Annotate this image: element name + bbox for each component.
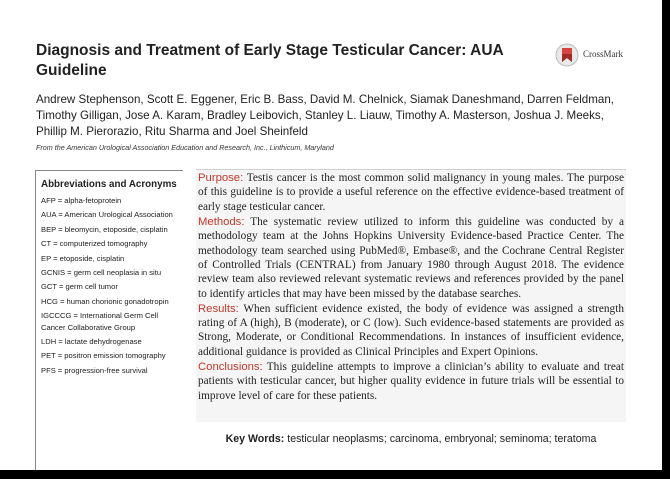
abbreviation-item: HCG = human chorionic gonadotropin bbox=[41, 296, 169, 306]
crossmark-icon bbox=[555, 42, 579, 68]
author-list: Andrew Stephenson, Scott E. Eggener, Eric B. Bass, David M. Chelnick, Siamak Daneshmand, Darren Feldman, Timothy Gilligan, Jose A. Karam, Bradley Leibovich, Stanley L. Liauw, Timothy A. Masterson, Joshua J. Meeks, Phillip M. Pierorazio, Ritu Sharma and Joel Sheinfeld bbox=[36, 93, 615, 138]
abbreviation-item: PET = positron emission tomography bbox=[41, 351, 166, 361]
abbreviations-sidebar bbox=[35, 170, 183, 470]
results-label: Results: bbox=[198, 302, 239, 315]
abbreviation-item: GCNIS = germ cell neoplasia in situ bbox=[41, 268, 162, 278]
purpose-text: Testis cancer is the most common solid malignancy in young males. The purpose of this guideline is to provide a useful reference on the effective evidence-based treatment of early stage testicular cancer. bbox=[198, 172, 624, 213]
abbreviations-heading: Abbreviations and Acronyms bbox=[41, 179, 177, 190]
abbreviation-item: EP = etoposide, cisplatin bbox=[41, 253, 125, 263]
crossmark-label: CrossMark bbox=[583, 49, 623, 59]
abbreviation-item: IGCCCG = International Germ Cell Cancer Collaborative Group bbox=[41, 311, 159, 332]
conclusions-label: Conclusions: bbox=[198, 360, 263, 373]
abbreviation-item: PFS = progression-free survival bbox=[41, 365, 148, 375]
methods-text: The systematic review utilized to inform this guideline was conducted by a methodology team at the Johns Hopkins University Evidence-based Practice Center. The methodology team searched using PubMed®, Embase®, and the Cochrane Central Register of Controlled Trials (CENTRAL) from January 1980 through August 2018. The evidence review team also reviewed relevant systematic reviews and references provided by the panel to identify articles that may have been missed by the database searches. bbox=[198, 215, 624, 300]
abbreviation-item: CT = computerized tomography bbox=[41, 239, 148, 249]
abstract-conclusions bbox=[198, 360, 624, 403]
abbreviation-item: BEP = bleomycin, etoposide, cisplatin bbox=[41, 224, 168, 234]
conclusions-text: This guideline attempts to improve a clinician’s ability to evaluate and treat patients with testicular cancer, but higher quality evidence in future trials will be essential to improve level of care for these patients. bbox=[198, 360, 624, 402]
abbreviation-item: AUA = American Urological Association bbox=[41, 210, 173, 220]
key-words bbox=[196, 432, 626, 446]
purpose-label: Purpose: bbox=[198, 172, 244, 184]
abstract-box bbox=[196, 169, 626, 422]
methods-label: Methods: bbox=[198, 215, 245, 228]
abstract-purpose bbox=[198, 171, 624, 214]
abstract-results bbox=[198, 302, 624, 360]
abbreviation-item: AFP = alpha-fetoprotein bbox=[41, 196, 122, 205]
abbreviation-item: LDH = lactate dehydrogenase bbox=[41, 337, 142, 347]
article-title: Diagnosis and Treatment of Early Stage Testicular Cancer: AUA Guideline bbox=[36, 42, 504, 79]
frame-border-bottom bbox=[0, 470, 670, 479]
results-text: When sufficient evidence existed, the body of evidence was assigned a strength rating of A (high), B (moderate), or C (low). Such evidence-based statements are provided as Strong, Moderate, or Conditional Recommendations. In instances of insufficient evidence, additional guidance is provided as Clinical Principles and Expert Opinions. bbox=[198, 302, 624, 358]
key-words-text: testicular neoplasms; carcinoma, embryonal; seminoma; teratoma bbox=[287, 433, 597, 445]
frame-border-right bbox=[662, 0, 670, 479]
affiliation: From the American Urological Association Education and Research, Inc., Linthicum, Maryland bbox=[36, 143, 334, 152]
key-words-label: Key Words: bbox=[225, 433, 285, 445]
abbreviation-item: GCT = germ cell tumor bbox=[41, 282, 118, 292]
crossmark-badge[interactable] bbox=[555, 42, 625, 68]
abbreviations-list bbox=[41, 195, 183, 376]
abstract-methods bbox=[198, 215, 624, 301]
